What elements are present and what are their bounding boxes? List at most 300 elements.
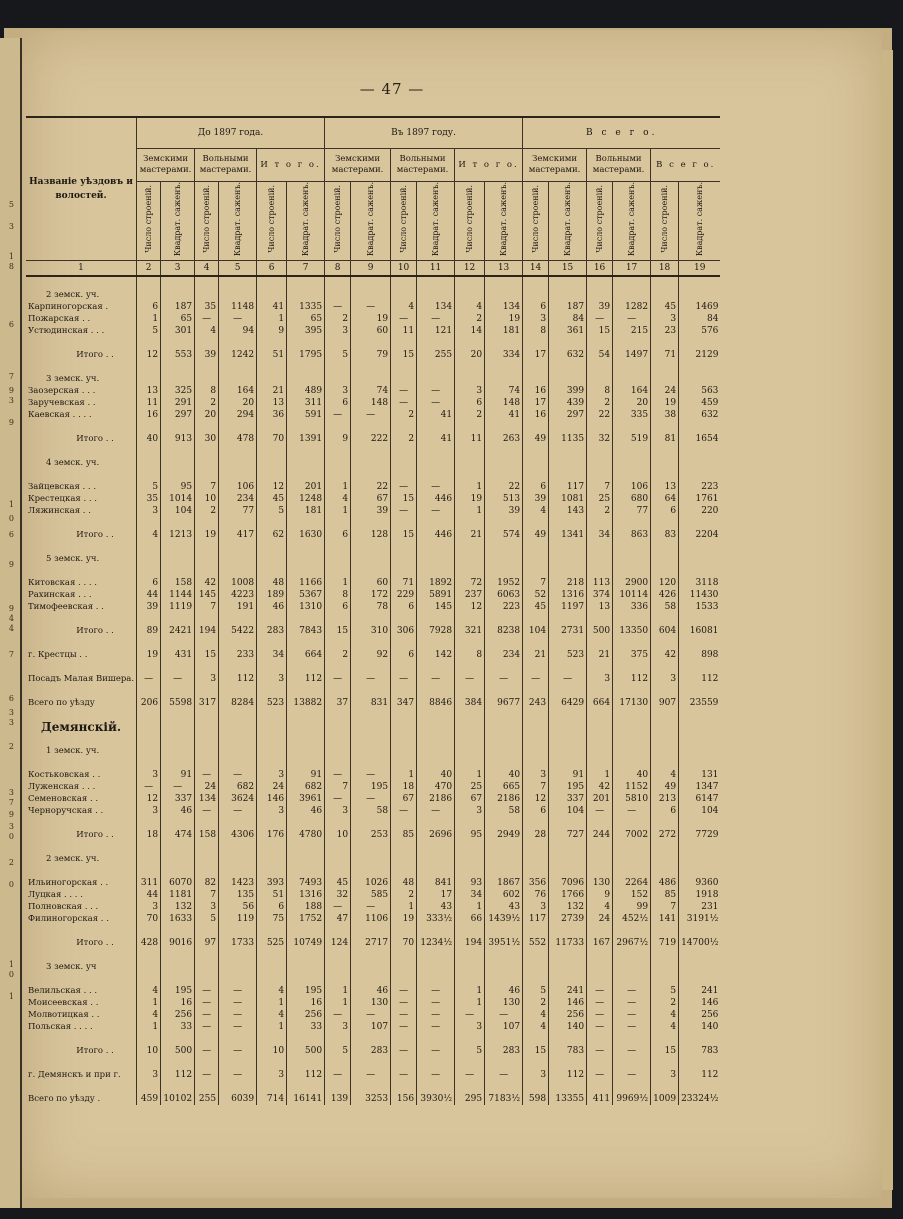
table-cell: 3 xyxy=(325,325,351,337)
table-cell: — xyxy=(613,805,651,817)
spacer-cell xyxy=(391,1033,417,1045)
table-cell: 272 xyxy=(651,829,679,841)
spacer-cell xyxy=(391,733,417,745)
table-cell: 81 xyxy=(651,433,679,445)
table-cell: 283 xyxy=(351,1045,391,1057)
table-cell: 500 xyxy=(587,625,613,637)
spacer-cell xyxy=(455,637,485,649)
spacer-cell xyxy=(455,841,485,853)
table-cell: 5 xyxy=(325,1045,351,1057)
spacer-cell xyxy=(485,973,523,985)
table-cell: 19 xyxy=(485,313,523,325)
spacer-cell xyxy=(26,685,137,697)
spacer-row xyxy=(26,337,720,349)
spacer-row xyxy=(26,709,720,721)
header-count-label: Число строеній. xyxy=(202,185,212,253)
spacer-cell xyxy=(287,337,325,349)
spacer-cell xyxy=(325,865,351,877)
table-cell: 452½ xyxy=(613,913,651,925)
spacer-cell xyxy=(523,421,549,433)
table-cell: 8 xyxy=(195,385,219,397)
spacer-cell xyxy=(161,757,195,769)
table-cell: 16 xyxy=(523,385,549,397)
table-cell: 253 xyxy=(351,829,391,841)
spacer-cell xyxy=(485,517,523,529)
spacer-cell xyxy=(195,445,219,457)
table-cell: 1282 xyxy=(613,301,651,313)
table-cell: — xyxy=(137,673,161,685)
spacer-cell xyxy=(485,1033,523,1045)
spacer-cell xyxy=(523,709,549,721)
statistics-table xyxy=(26,116,720,1105)
district-name: Демянскій. xyxy=(41,721,122,734)
left-page-fragment: 3 xyxy=(8,396,14,405)
spacer-cell xyxy=(391,445,417,457)
empty-cell xyxy=(523,961,549,973)
table-cell: 552 xyxy=(523,937,549,949)
table-cell: 1752 xyxy=(287,913,325,925)
table-cell: 4 xyxy=(455,301,485,313)
table-cell: 783 xyxy=(679,1045,721,1057)
spacer-cell xyxy=(485,361,523,373)
table-cell: — xyxy=(351,901,391,913)
table-cell: 46 xyxy=(485,985,523,997)
table-cell: 9 xyxy=(257,325,287,337)
spacer-cell xyxy=(351,637,391,649)
spacer-cell xyxy=(549,709,587,721)
table-cell: 297 xyxy=(549,409,587,421)
table-cell: — xyxy=(417,1021,455,1033)
empty-cell xyxy=(325,289,351,301)
table-cell: 301 xyxy=(161,325,195,337)
spacer-cell xyxy=(325,361,351,373)
spacer-cell xyxy=(455,361,485,373)
column-number: 6 xyxy=(257,261,287,277)
table-cell: 3 xyxy=(325,385,351,397)
table-cell: 34 xyxy=(587,529,613,541)
spacer-cell xyxy=(587,865,613,877)
subheader-volnye: Вольными мастерами. xyxy=(391,149,455,182)
spacer-cell xyxy=(613,276,651,289)
spacer-cell xyxy=(455,1057,485,1069)
spacer-cell xyxy=(195,661,219,673)
empty-cell xyxy=(587,553,613,565)
table-cell: 1242 xyxy=(219,349,257,361)
table-cell: 3 xyxy=(195,673,219,685)
spacer-cell xyxy=(549,1057,587,1069)
table-cell: 132 xyxy=(549,901,587,913)
spacer-cell xyxy=(613,637,651,649)
table-cell: 13350 xyxy=(613,625,651,637)
spacer-cell xyxy=(679,817,721,829)
spacer-cell xyxy=(523,517,549,529)
section-name: 1 земск. уч. xyxy=(46,746,100,757)
spacer-cell xyxy=(137,1033,161,1045)
table-cell: 3 xyxy=(137,901,161,913)
header-count-label: Число строеній. xyxy=(531,185,541,253)
table-cell: — xyxy=(195,1045,219,1057)
empty-cell xyxy=(391,745,417,757)
spacer-cell xyxy=(417,361,455,373)
row-name: Всего по уѣзду xyxy=(28,698,95,709)
empty-cell xyxy=(137,745,161,757)
spacer-cell xyxy=(587,685,613,697)
spacer-row xyxy=(26,757,720,769)
table-cell: 470 xyxy=(417,781,455,793)
table-cell: 10 xyxy=(195,493,219,505)
spacer-cell xyxy=(485,733,523,745)
table-cell: 1654 xyxy=(679,433,721,445)
empty-cell xyxy=(257,457,287,469)
empty-cell xyxy=(549,961,587,973)
spacer-cell xyxy=(195,865,219,877)
spacer-cell xyxy=(287,925,325,937)
empty-cell xyxy=(523,289,549,301)
spacer-cell xyxy=(391,337,417,349)
table-cell: 132 xyxy=(161,901,195,913)
spacer-cell xyxy=(195,973,219,985)
table-row xyxy=(26,901,720,913)
spacer-cell xyxy=(137,541,161,553)
table-cell: 417 xyxy=(219,529,257,541)
table-cell: 680 xyxy=(613,493,651,505)
table-cell: 8 xyxy=(455,649,485,661)
table-cell: 1918 xyxy=(679,889,721,901)
spacer-cell xyxy=(651,817,679,829)
empty-cell xyxy=(651,457,679,469)
spacer-cell xyxy=(219,817,257,829)
table-cell: 719 xyxy=(651,937,679,949)
left-page-fragment: 9 xyxy=(8,386,14,395)
table-cell: 1 xyxy=(137,997,161,1009)
table-cell: 4 xyxy=(523,505,549,517)
spacer-cell xyxy=(161,1057,195,1069)
table-cell: 361 xyxy=(549,325,587,337)
spacer-cell xyxy=(351,685,391,697)
spacer-cell xyxy=(257,541,287,553)
table-row xyxy=(26,1009,720,1021)
spacer-cell xyxy=(587,949,613,961)
spacer-cell xyxy=(219,469,257,481)
table-cell: — xyxy=(219,769,257,781)
empty-cell xyxy=(549,553,587,565)
empty-cell xyxy=(485,853,523,865)
table-cell: — xyxy=(325,901,351,913)
table-cell: 13882 xyxy=(287,697,325,709)
subtotal-row xyxy=(26,625,720,637)
table-cell: — xyxy=(325,673,351,685)
table-cell: 8 xyxy=(523,325,549,337)
table-cell: 58 xyxy=(351,805,391,817)
empty-cell xyxy=(219,745,257,757)
table-cell: — xyxy=(391,1069,417,1081)
table-cell: 4 xyxy=(651,769,679,781)
spacer-cell xyxy=(523,1057,549,1069)
table-cell: 92 xyxy=(351,649,391,661)
table-cell: 39 xyxy=(195,349,219,361)
header-area-label: Квадрат. саженъ. xyxy=(301,182,311,257)
spacer-cell xyxy=(351,733,391,745)
table-cell: 5 xyxy=(257,505,287,517)
table-cell: 104 xyxy=(523,625,549,637)
spacer-cell xyxy=(195,1033,219,1045)
spacer-cell xyxy=(219,925,257,937)
spacer-cell xyxy=(287,709,325,721)
empty-cell xyxy=(137,457,161,469)
empty-cell xyxy=(485,721,523,733)
spacer-cell xyxy=(651,637,679,649)
table-cell: — xyxy=(325,409,351,421)
table-cell: 3 xyxy=(523,313,549,325)
table-cell: 1347 xyxy=(679,781,721,793)
spacer-cell xyxy=(485,925,523,937)
table-cell: — xyxy=(219,985,257,997)
spacer-cell xyxy=(651,757,679,769)
subheader-cell xyxy=(679,182,721,261)
spacer-cell xyxy=(679,865,721,877)
empty-cell xyxy=(455,289,485,301)
section-row xyxy=(26,745,720,757)
spacer-row xyxy=(26,841,720,853)
table-cell: 3 xyxy=(651,313,679,325)
table-cell: 145 xyxy=(195,589,219,601)
empty-cell xyxy=(325,373,351,385)
row-name: Заозерская . . . xyxy=(28,386,96,397)
empty-cell xyxy=(257,553,287,565)
table-cell: 2264 xyxy=(613,877,651,889)
spacer-cell xyxy=(679,733,721,745)
spacer-cell xyxy=(523,949,549,961)
table-cell: 3 xyxy=(257,1069,287,1081)
spacer-cell xyxy=(219,865,257,877)
table-cell: 553 xyxy=(161,349,195,361)
spacer-cell xyxy=(351,1081,391,1093)
table-cell: 6070 xyxy=(161,877,195,889)
spacer-cell xyxy=(455,925,485,937)
table-cell: 46 xyxy=(287,805,325,817)
table-cell: 17 xyxy=(523,349,549,361)
spacer-cell xyxy=(26,276,137,289)
spacer-cell xyxy=(613,661,651,673)
table-cell: — xyxy=(161,673,195,685)
table-cell: 2 xyxy=(325,313,351,325)
table-cell: 3 xyxy=(455,385,485,397)
spacer-cell xyxy=(257,709,287,721)
table-cell: 2 xyxy=(651,997,679,1009)
spacer-cell xyxy=(351,565,391,577)
spacer-cell xyxy=(523,637,549,649)
spacer-cell xyxy=(679,469,721,481)
table-cell: 5 xyxy=(651,985,679,997)
header-area-label: Квадрат. саженъ. xyxy=(366,182,376,257)
spacer-cell xyxy=(257,337,287,349)
table-cell: 3118 xyxy=(679,577,721,589)
table-cell: 16 xyxy=(287,997,325,1009)
empty-cell xyxy=(195,745,219,757)
table-row xyxy=(26,649,720,661)
spacer-cell xyxy=(549,637,587,649)
section-name: 2 земск. уч. xyxy=(46,290,100,301)
spacer-cell xyxy=(523,1081,549,1093)
table-cell: 2 xyxy=(325,649,351,661)
spacer-cell xyxy=(219,709,257,721)
section-row xyxy=(26,553,720,565)
table-cell: 120 xyxy=(651,577,679,589)
table-row xyxy=(26,913,720,925)
header-count-label: Число строеній. xyxy=(333,185,343,253)
table-cell: 112 xyxy=(679,673,721,685)
spacer-cell xyxy=(523,841,549,853)
table-cell: — xyxy=(391,481,417,493)
table-row xyxy=(26,505,720,517)
table-cell: 334 xyxy=(485,349,523,361)
table-cell: 4 xyxy=(195,325,219,337)
table-cell: 4780 xyxy=(287,829,325,841)
table-cell: 11430 xyxy=(679,589,721,601)
spacer-cell xyxy=(257,865,287,877)
spacer-cell xyxy=(26,1057,137,1069)
spacer-cell xyxy=(523,865,549,877)
spacer-cell xyxy=(523,661,549,673)
spacer-cell xyxy=(523,445,549,457)
table-cell: — xyxy=(587,1021,613,1033)
table-cell: 576 xyxy=(679,325,721,337)
empty-cell xyxy=(257,961,287,973)
row-name: Китовская . . . . xyxy=(28,578,97,589)
table-row xyxy=(26,481,720,493)
table-cell: 8 xyxy=(587,385,613,397)
table-cell: 35 xyxy=(195,301,219,313)
table-cell: 10 xyxy=(257,1045,287,1057)
spacer-cell xyxy=(613,949,651,961)
spacer-cell xyxy=(26,445,137,457)
row-name: Итого . . xyxy=(76,1046,114,1057)
table-cell: 1310 xyxy=(287,601,325,613)
empty-cell xyxy=(351,745,391,757)
column-number: 5 xyxy=(219,261,257,277)
empty-cell xyxy=(523,745,549,757)
table-cell: 41 xyxy=(417,433,455,445)
empty-cell xyxy=(679,745,721,757)
spacer-cell xyxy=(549,757,587,769)
table-cell: 9016 xyxy=(161,937,195,949)
spacer-cell xyxy=(651,1033,679,1045)
spacer-cell xyxy=(455,949,485,961)
subheader-vsego: В с е г о. xyxy=(651,149,721,182)
table-cell: 201 xyxy=(287,481,325,493)
empty-cell xyxy=(587,721,613,733)
table-cell: 6 xyxy=(325,529,351,541)
subheader-itogo: И т о г о. xyxy=(455,149,523,182)
spacer-cell xyxy=(137,1057,161,1069)
empty-cell xyxy=(417,853,455,865)
table-cell: 45 xyxy=(523,601,549,613)
row-name: Полновская . . . xyxy=(28,902,99,913)
spacer-cell xyxy=(195,361,219,373)
spacer-row xyxy=(26,613,720,625)
empty-cell xyxy=(613,553,651,565)
empty-cell xyxy=(417,961,455,973)
empty-cell xyxy=(417,745,455,757)
table-cell: 194 xyxy=(195,625,219,637)
spacer-cell xyxy=(195,276,219,289)
table-cell: 7 xyxy=(325,781,351,793)
row-name: Итого . . xyxy=(76,350,114,361)
table-cell: 107 xyxy=(351,1021,391,1033)
spacer-cell xyxy=(549,949,587,961)
table-cell: 3 xyxy=(325,1021,351,1033)
empty-cell xyxy=(161,289,195,301)
empty-cell xyxy=(351,721,391,733)
table-cell: 79 xyxy=(351,349,391,361)
table-row xyxy=(26,781,720,793)
empty-cell xyxy=(287,721,325,733)
table-cell: 24 xyxy=(257,781,287,793)
table-cell: 2 xyxy=(391,409,417,421)
row-name: г. Демянскъ и при г. xyxy=(28,1070,121,1081)
empty-cell xyxy=(195,457,219,469)
empty-cell xyxy=(195,373,219,385)
spacer-cell xyxy=(287,733,325,745)
row-name: Велильская . . . xyxy=(28,986,98,997)
row-name: Костьковская . . xyxy=(28,770,101,781)
spacer-cell xyxy=(679,925,721,937)
table-cell: 5598 xyxy=(161,697,195,709)
empty-cell xyxy=(485,457,523,469)
spacer-cell xyxy=(549,841,587,853)
spacer-cell xyxy=(161,841,195,853)
spacer-cell xyxy=(613,565,651,577)
table-cell: 263 xyxy=(485,433,523,445)
table-cell: — xyxy=(195,769,219,781)
table-cell: 156 xyxy=(391,1093,417,1105)
spacer-cell xyxy=(161,733,195,745)
table-cell: 112 xyxy=(679,1069,721,1081)
table-cell: 1 xyxy=(325,481,351,493)
table-cell: — xyxy=(391,385,417,397)
table-cell: — xyxy=(485,1069,523,1081)
spacer-cell xyxy=(391,421,417,433)
table-cell: — xyxy=(195,985,219,997)
spacer-cell xyxy=(679,709,721,721)
subheader-cell xyxy=(651,182,679,261)
left-page-fragment: 6 xyxy=(8,320,14,329)
subheader-cell xyxy=(391,182,417,261)
empty-cell xyxy=(587,745,613,757)
spacer-cell xyxy=(523,925,549,937)
table-cell: — xyxy=(391,1009,417,1021)
spacer-cell xyxy=(455,517,485,529)
spacer-cell xyxy=(391,613,417,625)
table-cell: 67 xyxy=(391,793,417,805)
table-cell: 41 xyxy=(257,301,287,313)
spacer-cell xyxy=(455,709,485,721)
left-page-fragment: 0 xyxy=(8,514,14,523)
table-cell: 1 xyxy=(455,481,485,493)
table-cell: 256 xyxy=(287,1009,325,1021)
empty-cell xyxy=(391,373,417,385)
spacer-cell xyxy=(287,661,325,673)
table-cell: 1 xyxy=(325,505,351,517)
table-cell: 585 xyxy=(351,889,391,901)
table-cell: — xyxy=(485,673,523,685)
spacer-cell xyxy=(137,661,161,673)
header-count-label: Число строеній. xyxy=(144,185,154,253)
table-cell: 2739 xyxy=(549,913,587,925)
table-cell: 6 xyxy=(257,901,287,913)
spacer-cell xyxy=(325,469,351,481)
table-cell: — xyxy=(417,313,455,325)
